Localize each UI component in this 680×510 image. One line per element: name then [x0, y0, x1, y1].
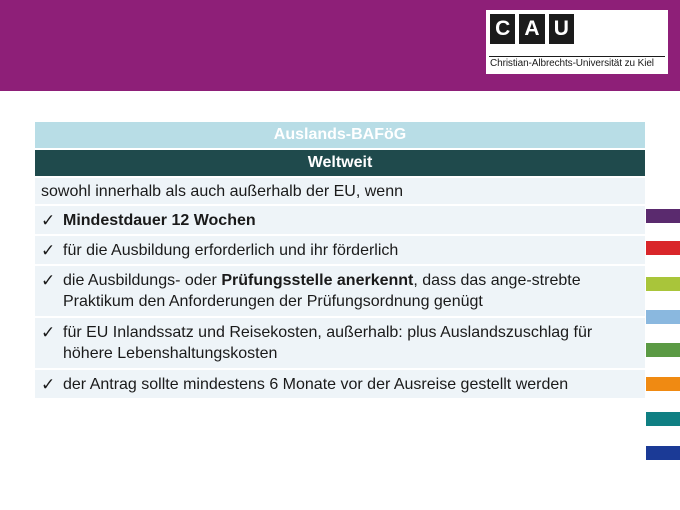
- color-swatch: [646, 241, 680, 255]
- color-swatch: [646, 446, 680, 460]
- logo-letters: [490, 14, 578, 44]
- logo-letter-a: A: [519, 14, 544, 44]
- color-swatch: [646, 209, 680, 223]
- color-swatch: [646, 343, 680, 357]
- slide-table: [35, 122, 645, 400]
- list-item: [35, 266, 645, 318]
- list-item-segment: die Ausbildungs- oder: [63, 272, 222, 289]
- list-item-text: [63, 270, 639, 312]
- list-item-text: [63, 240, 639, 261]
- logo-letter-u: U: [549, 14, 574, 44]
- list-item: [35, 318, 645, 370]
- check-icon: ✓: [41, 241, 56, 260]
- list-item-text: [63, 210, 639, 231]
- list-item-segment: , dass das ange-strebte Praktikum den Anforderungen der Prüfungsordnung genügt: [63, 272, 581, 310]
- color-swatch: [646, 277, 680, 291]
- list-item-segment: für die Ausbildung erforderlich und ihr förderlich: [63, 242, 399, 259]
- slide-title: Auslands-BAFöG: [35, 122, 645, 150]
- list-item: [35, 236, 645, 266]
- slide-subtitle: Weltweit: [35, 150, 645, 178]
- color-swatch: [646, 412, 680, 426]
- logo-university-name: Christian-Albrechts-Universität zu Kiel: [490, 58, 654, 69]
- list-item: [35, 206, 645, 236]
- list-item-segment: für EU Inlandssatz und Reisekosten, außerhalb: plus Auslandszuschlag für höhere Lebenshaltungskosten: [63, 324, 593, 362]
- list-item-text: [63, 322, 639, 364]
- check-icon: ✓: [41, 323, 56, 342]
- check-icon: ✓: [41, 271, 56, 290]
- check-icon: ✓: [41, 211, 56, 230]
- list-item-emphasis: Mindestdauer 12 Wochen: [63, 212, 256, 229]
- list-item-emphasis: Prüfungsstelle anerkennt: [221, 272, 414, 289]
- color-swatch: [646, 310, 680, 324]
- intro-text: sowohl innerhalb als auch außerhalb der EU, wenn: [35, 178, 645, 206]
- check-icon: ✓: [41, 375, 56, 394]
- logo-divider: [489, 56, 665, 57]
- university-logo: [486, 10, 668, 74]
- list-item: [35, 370, 645, 400]
- logo-letter-c: C: [490, 14, 515, 44]
- list-item-text: [63, 374, 639, 395]
- list-item-segment: der Antrag sollte mindestens 6 Monate vor der Ausreise gestellt werden: [63, 376, 569, 393]
- color-swatch: [646, 377, 680, 391]
